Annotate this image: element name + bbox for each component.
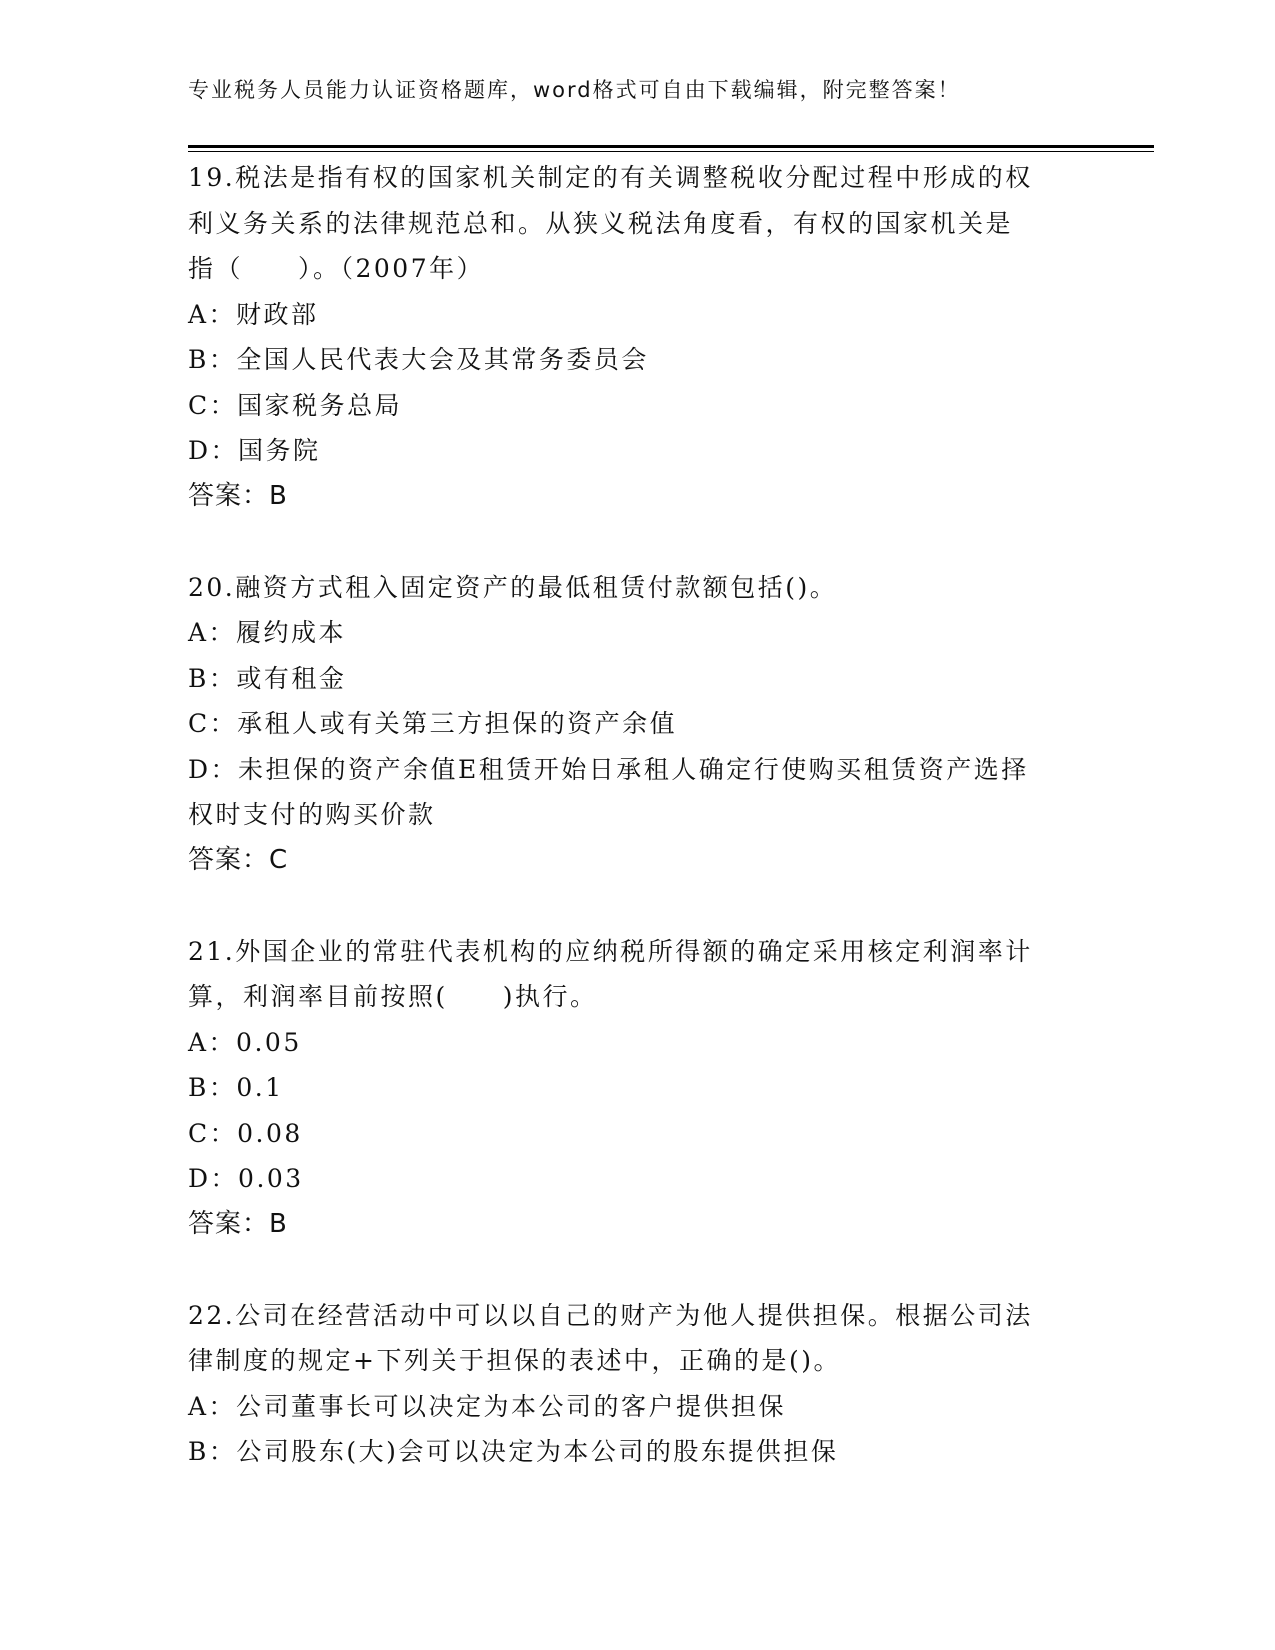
question-list [188, 155, 1088, 1475]
question-21 [188, 929, 1088, 1248]
question-22 [188, 1293, 1088, 1475]
header-rule-thick [188, 145, 1154, 148]
option-a: A：财政部 [188, 299, 319, 329]
answer: 答案：C [188, 844, 289, 875]
option-a: A：公司董事长可以决定为本公司的客户提供担保 [188, 1391, 787, 1421]
option-a: A：履约成本 [188, 618, 347, 647]
option-b: B：0.1 [188, 1073, 284, 1102]
option-a: A：0.05 [188, 1027, 302, 1057]
option-b: B：公司股东(大)会可以决定为本公司的股东提供担保 [188, 1437, 839, 1466]
answer: 答案：B [188, 480, 288, 511]
option-b: B：或有租金 [188, 663, 347, 693]
option-c: C：国家税务总局 [188, 390, 403, 420]
option-b: B：全国人民代表大会及其常务委员会 [188, 345, 649, 374]
question-stem-line: 算，利润率目前按照( )执行。 [188, 982, 598, 1011]
question-19 [188, 155, 1088, 519]
option-d-continued: 权时支付的购买价款 [188, 800, 436, 829]
option-c: C：承租人或有关第三方担保的资产余值 [188, 709, 678, 738]
question-stem-line: 利义务关系的法律规范总和。从狭义税法角度看，有权的国家机关是 [188, 208, 1014, 238]
header-rule-thin [188, 151, 1154, 152]
question-stem-line: 律制度的规定+下列关于担保的表述中，正确的是()。 [188, 1346, 841, 1375]
option-d: D：0.03 [188, 1164, 304, 1193]
question-stem-line: 22.公司在经营活动中可以以自己的财产为他人提供担保。根据公司法 [188, 1300, 1033, 1330]
page-header: 专业税务人员能力认证资格题库，word格式可自由下载编辑，附完整答案！ [188, 78, 961, 102]
question-20 [188, 565, 1088, 884]
question-stem-line: 20.融资方式租入固定资产的最低租赁付款额包括()。 [188, 572, 838, 602]
question-stem-line: 19.税法是指有权的国家机关制定的有关调整税收分配过程中形成的权 [188, 163, 1033, 192]
question-stem-line: 指（ ）。（2007年） [188, 254, 485, 283]
option-c: C：0.08 [188, 1118, 303, 1148]
question-stem-line: 21.外国企业的常驻代表机构的应纳税所得额的确定采用核定利润率计 [188, 936, 1033, 966]
option-d: D：未担保的资产余值E租赁开始日承租人确定行使购买租赁资产选择 [188, 754, 1029, 784]
option-d: D：国务院 [188, 436, 321, 465]
answer: 答案：B [188, 1208, 288, 1239]
